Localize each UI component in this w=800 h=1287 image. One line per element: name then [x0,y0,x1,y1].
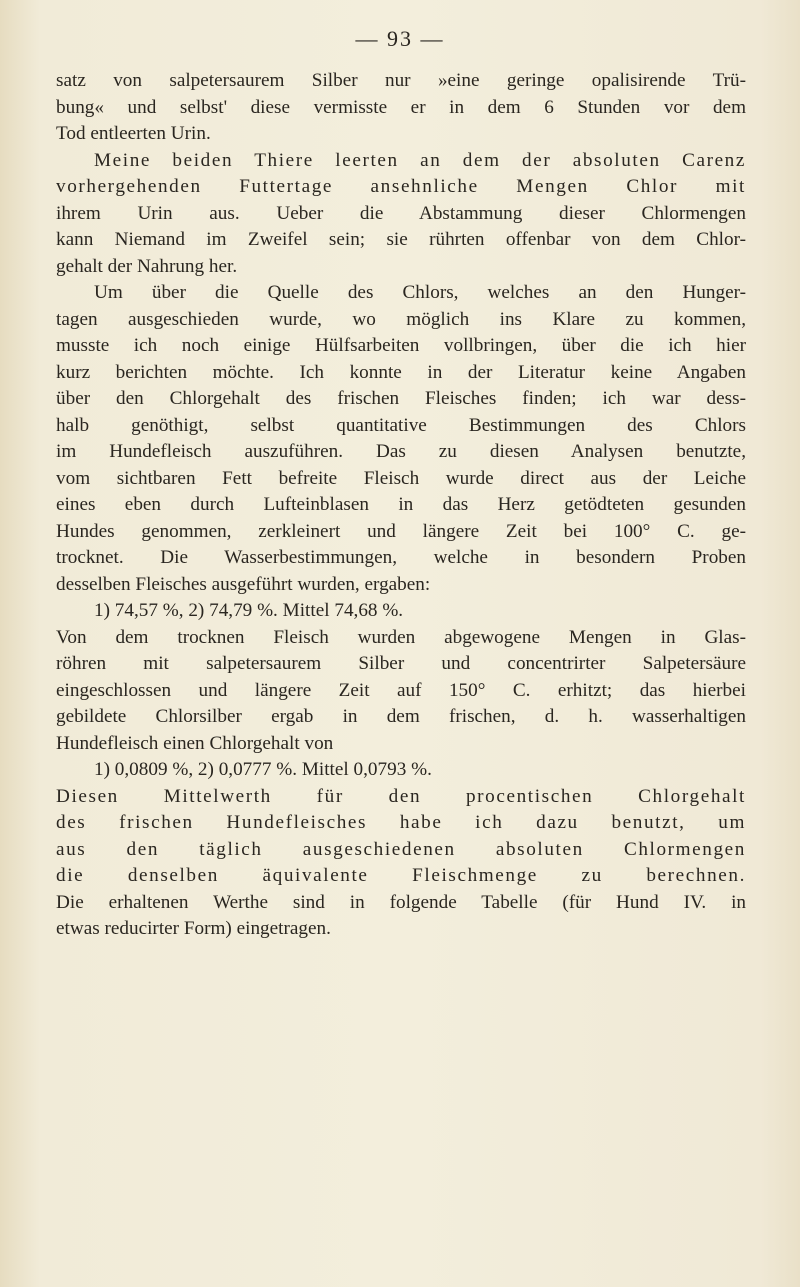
measurement-line: 1) 74,57 %, 2) 74,79 %. Mittel 74,68 %. [94,600,404,621]
text-line: vorhergehenden Futtertage ansehnliche Mengen Chlor mit [56,176,746,197]
text-line: kurz berichten möchte. Ich konnte in der Literatur keine Angaben [56,361,746,383]
text-line: bung« und selbst' diese vermisste er in dem 6 Stunden vor dem [56,96,746,118]
text-line: gehalt der Nahrung her. [56,255,238,277]
text-line: musste ich noch einige Hülfsarbeiten vollbringen, über die ich hier [56,335,746,356]
text-line: Diesen Mittelwerth für den procentischen Chlorgehalt [56,785,746,807]
text-line: Meine beiden Thiere leerten an dem der absoluten Carenz [94,149,746,171]
text-line: aus den täglich ausgeschiedenen absoluten Chlormengen [56,838,746,860]
text-line: desselben Fleisches ausgeführt wurden, ergaben: [56,573,431,595]
body-text [56,68,746,943]
text-line: Hundefleisch einen Chlorgehalt von [56,732,334,754]
measurement-line: 1) 0,0809 %, 2) 0,0777 %. Mittel 0,0793 %. [94,759,432,780]
text-line: eines eben durch Lufteinblasen in das Herz getödteten gesunden [56,494,746,515]
text-line: satz von salpetersaurem Silber nur »eine geringe opalisirende Trü- [56,70,746,91]
text-line: die denselben äquivalente Fleischmenge zu berechnen. [56,865,746,886]
page-number: — 93 — [355,26,445,51]
text-line: gebildete Chlorsilber ergab in dem frischen, d. h. wasserhaltigen [56,706,746,727]
text-line: eingeschlossen und längere Zeit auf 150° C. erhitzt; das hierbei [56,679,746,701]
text-line: Tod entleerten Urin. [56,123,211,144]
text-line: etwas reducirter Form) eingetragen. [56,918,331,939]
text-line: Um über die Quelle des Chlors, welches an den Hunger- [94,282,746,303]
text-line: des frischen Hundefleisches habe ich dazu benutzt, um [56,812,746,833]
text-line: tagen ausgeschieden wurde, wo möglich ins Klare zu kommen, [56,308,746,330]
text-line: halb genöthigt, selbst quantitative Bestimmungen des Chlors [56,414,746,436]
text-line: vom sichtbaren Fett befreite Fleisch wurde direct aus der Leiche [56,467,746,489]
text-line: im Hundefleisch auszuführen. Das zu diesen Analysen benutzte, [56,441,746,462]
text-line: Hundes genommen, zerkleinert und längere Zeit bei 100° C. ge- [56,520,746,542]
text-line: kann Niemand im Zweifel sein; sie rührten offenbar von dem Chlor- [56,229,746,250]
text-line: ihrem Urin aus. Ueber die Abstammung dieser Chlormengen [56,202,746,224]
text-line: Die erhaltenen Werthe sind in folgende Tabelle (für Hund IV. in [56,891,746,913]
text-line: trocknet. Die Wasserbestimmungen, welche in besondern Proben [56,547,746,568]
text-line: über den Chlorgehalt des frischen Fleisches finden; ich war dess- [56,388,746,409]
text-line: röhren mit salpetersaurem Silber und concentrirter Salpetersäure [56,653,746,674]
text-line: Von dem trocknen Fleisch wurden abgewogene Mengen in Glas- [56,626,746,648]
